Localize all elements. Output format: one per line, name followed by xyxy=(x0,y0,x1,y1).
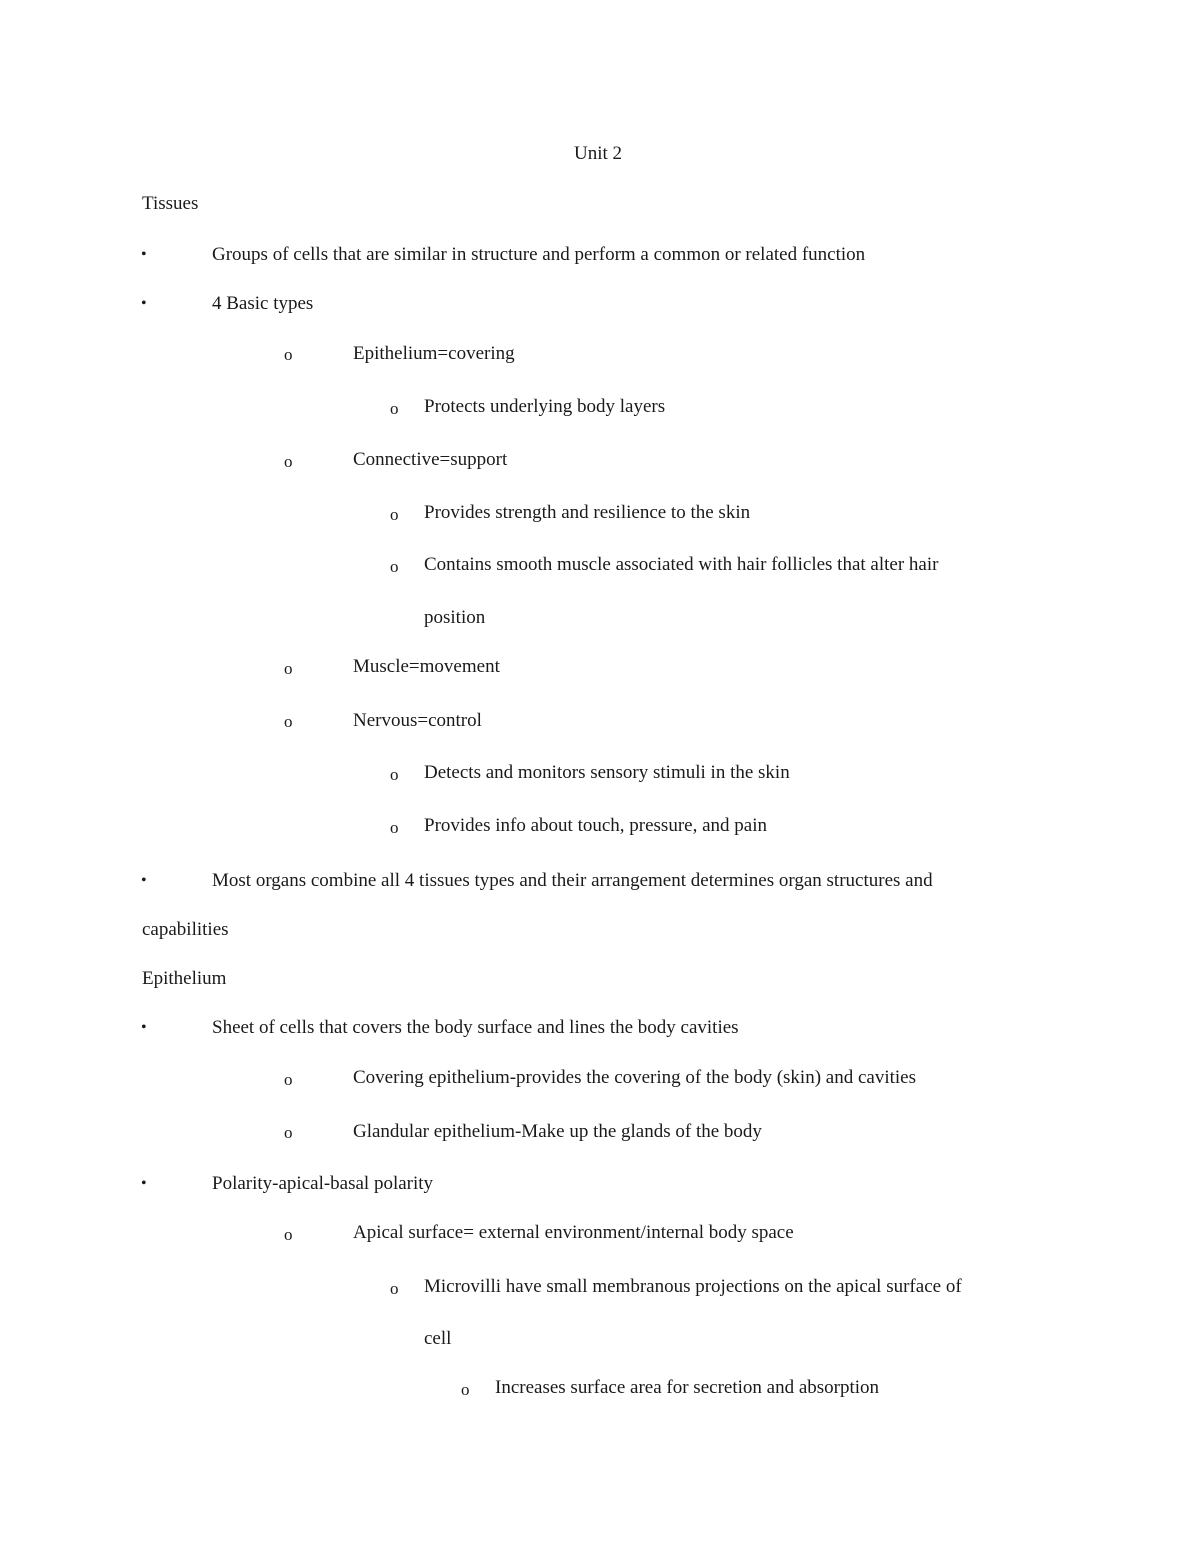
bullet-o-icon: o xyxy=(284,452,293,471)
list-item: Nervous=control xyxy=(353,710,482,731)
list-item: Protects underlying body layers xyxy=(424,396,666,417)
bullet-o-icon: o xyxy=(390,557,399,576)
bullet-o-icon: o xyxy=(284,1070,293,1089)
bullet-dot-icon: • xyxy=(141,872,147,889)
bullet-o-icon: o xyxy=(390,818,399,837)
list-item: Polarity-apical-basal polarity xyxy=(212,1173,434,1194)
list-item: Increases surface area for secretion and absorption xyxy=(495,1377,880,1398)
list-item: Provides info about touch, pressure, and pain xyxy=(424,815,767,836)
list-item: Covering epithelium-provides the covering of the body (skin) and cavities xyxy=(353,1067,916,1088)
bullet-o-icon: o xyxy=(284,1225,293,1244)
list-item: Epithelium=covering xyxy=(353,343,515,364)
list-item-continuation: cell xyxy=(424,1328,452,1349)
list-item: Most organs combine all 4 tissues types and their arrangement determines organ structures and xyxy=(212,870,933,891)
section-heading-tissues: Tissues xyxy=(142,193,199,214)
bullet-dot-icon: • xyxy=(141,295,147,312)
bullet-o-icon: o xyxy=(284,659,293,678)
list-item: Muscle=movement xyxy=(353,656,500,677)
list-item: Connective=support xyxy=(353,449,508,470)
list-item: Apical surface= external environment/internal body space xyxy=(353,1222,794,1243)
bullet-dot-icon: • xyxy=(141,1175,147,1192)
bullet-o-icon: o xyxy=(284,345,293,364)
bullet-o-icon: o xyxy=(390,505,399,524)
bullet-dot-icon: • xyxy=(141,246,147,263)
list-item: Microvilli have small membranous projections on the apical surface of xyxy=(424,1276,962,1297)
list-item: Glandular epithelium-Make up the glands of the body xyxy=(353,1121,762,1142)
bullet-o-icon: o xyxy=(390,1279,399,1298)
list-item-continuation: position xyxy=(424,607,486,628)
list-item-continuation: capabilities xyxy=(142,919,229,940)
list-item: Sheet of cells that covers the body surface and lines the body cavities xyxy=(212,1017,739,1038)
list-item: Contains smooth muscle associated with hair follicles that alter hair xyxy=(424,554,939,575)
page-title: Unit 2 xyxy=(573,143,623,164)
section-heading-epithelium: Epithelium xyxy=(142,968,227,989)
bullet-o-icon: o xyxy=(390,765,399,784)
bullet-o-icon: o xyxy=(390,399,399,418)
bullet-o-icon: o xyxy=(284,1123,293,1142)
bullet-o-icon: o xyxy=(461,1380,470,1399)
list-item: Detects and monitors sensory stimuli in the skin xyxy=(424,762,790,783)
bullet-o-icon: o xyxy=(284,712,293,731)
bullet-dot-icon: • xyxy=(141,1019,147,1036)
list-item: Groups of cells that are similar in structure and perform a common or related function xyxy=(212,244,866,265)
list-item: Provides strength and resilience to the skin xyxy=(424,502,751,523)
list-item: 4 Basic types xyxy=(212,293,314,314)
